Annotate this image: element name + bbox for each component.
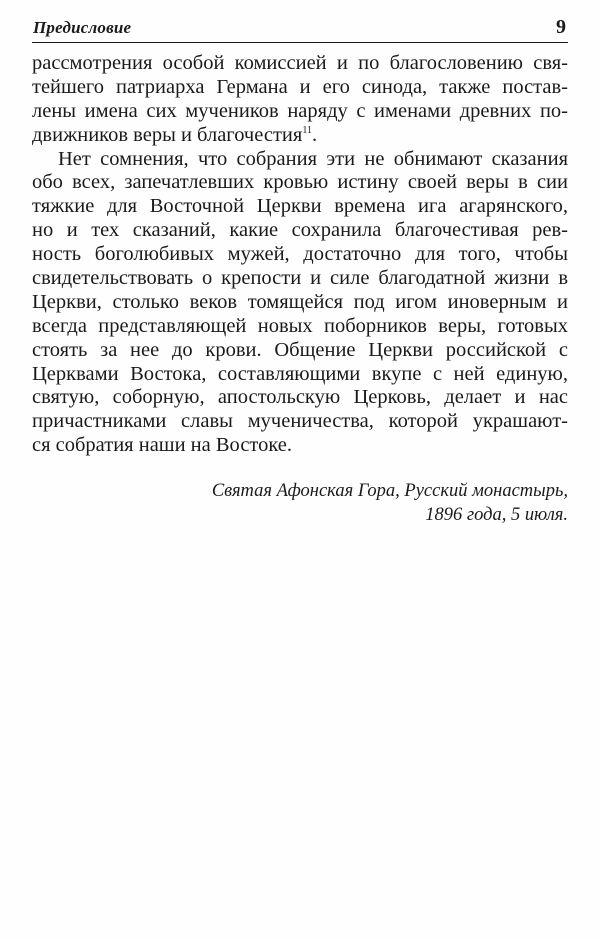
text-line: причастниками славы мученичества, которой украшают- [32,410,568,433]
text-line: всегда представляющей новых поборников веры, готовых [32,314,568,337]
text-line: Церкви, столько веков томящейся под игом иноверным и [32,290,568,313]
section-title: Предисловие [33,18,132,37]
text-line: свидетельствовать о крепости и силе благодатной жизни в [32,267,568,290]
signature-date: 1896 года, 5 июля. [425,505,568,525]
signature-block [212,479,568,527]
text-line-indented: Нет сомнения, что собрания эти не обнимают сказания [58,147,568,170]
running-head [32,14,568,43]
sentence-end: . [311,123,318,146]
text-line: святую, соборную, апостольскую Церковь, делает и нас [32,386,568,409]
text-line: но и тех сказаний, какие сохранила благочестивая рев- [32,219,568,242]
text-line: тейшего патриарха Германа и его синода, также постав- [32,75,568,98]
text-line: лены имена сих мучеников наряду с именами древних по- [32,99,568,122]
text-line: движников веры и благочестия [32,123,303,146]
footnote-reference[interactable]: 11 [302,124,312,136]
page-number: 9 [556,16,566,38]
text-line: ность боголюбивых мужей, достаточно для того, чтобы [32,243,568,266]
body-text [32,52,568,458]
text-line: ся собратия наши на Востоке. [32,434,293,457]
text-line-with-footnote [32,124,568,148]
text-line: рассмотрения особой комиссией и по благословению свя- [32,52,568,74]
text-line: стоять за нее до крови. Общение Церкви российской с [32,338,568,361]
text-line: тяжкие для Восточной Церкви времена ига агарянского, [32,195,568,218]
text-line: Церквами Востока, составляющими вкупе с ней единую, [32,362,568,385]
text-line: обо всех, запечатлевших кровью истину своей веры в сии [32,171,568,194]
signature-place: Святая Афонская Гора, Русский монастырь, [211,481,568,501]
